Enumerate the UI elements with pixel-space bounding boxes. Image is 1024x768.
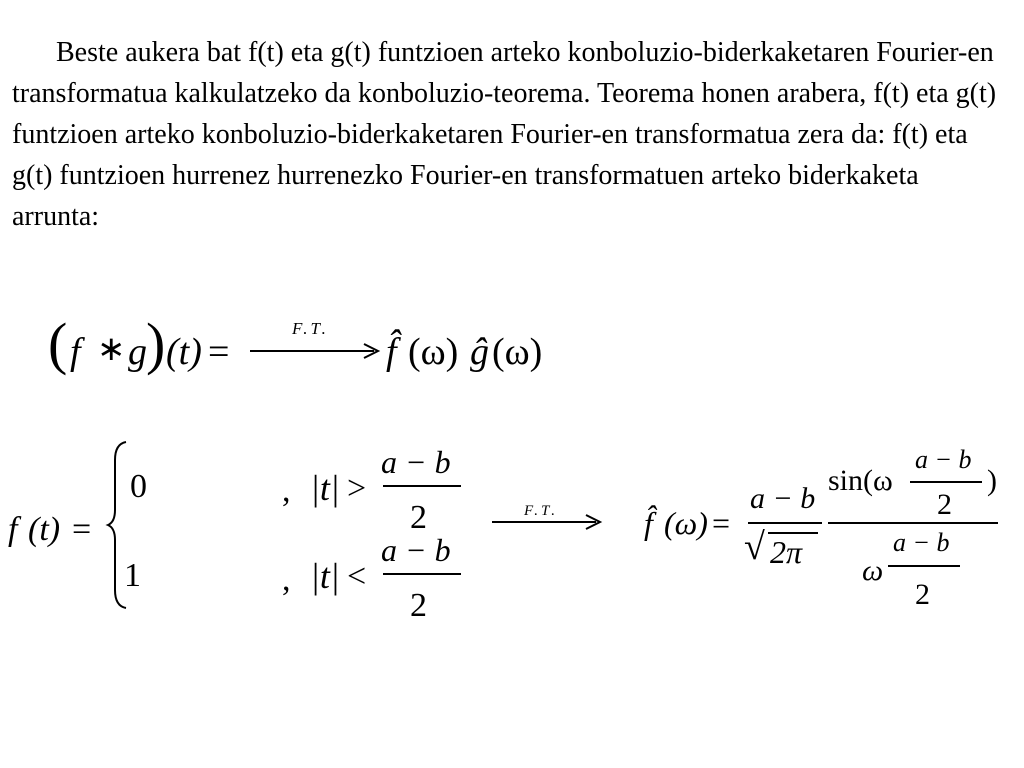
- eq2-case2-den: 2: [410, 587, 427, 624]
- eq1-arrow-icon: [250, 343, 382, 359]
- eq3-omega: ω: [862, 554, 884, 587]
- eq3-fhat: f̂: [644, 505, 653, 541]
- eq3-coef-num: a − b: [750, 482, 816, 515]
- eq3-sqrt-icon: √: [744, 526, 765, 568]
- eq1-fhat: f̂: [386, 331, 397, 373]
- eq1-arg-t: (t): [166, 331, 202, 373]
- eq2-lhs-f: f: [8, 511, 18, 548]
- intro-text: Beste aukera bat f(t) eta g(t) funtzioen arteko konboluzio-biderkaketaren Fourier-en transformatua kalkulatzeko da konboluzio-teorema. Teorema honen arabera, f(t) eta g(t) funtzioen arteko konboluzio-biderkaketaren Fourier-en transformatua zera da: f(t) eta g(t) funtzioen hurrenez hurrenezko Fourier-en transformatuen arteko biderkaketa arrunta:: [12, 37, 997, 232]
- eq2-lhs-equals: =: [72, 511, 92, 548]
- eq3-arg: (ω): [664, 505, 708, 541]
- eq2-lhs-arg: (t): [28, 511, 61, 548]
- eq2-case1-abs-t: |t|: [310, 468, 340, 508]
- eq3-bottom-inner-bar: [888, 565, 960, 567]
- eq3-sin-open: sin(ω: [828, 464, 893, 497]
- eq1-f: f: [70, 331, 81, 373]
- intro-paragraph: [12, 32, 1012, 237]
- eq3-top-inner-bar: [910, 481, 982, 483]
- eq1-right-paren: ): [146, 311, 166, 376]
- eq3-bottom-den: 2: [915, 578, 930, 611]
- eq3-arrow-label: F.T.: [524, 503, 558, 519]
- eq3-top-num: a − b: [915, 445, 972, 474]
- eq2-case2-abs-t: |t|: [310, 556, 340, 596]
- eq2-case1-gt: >: [347, 470, 367, 507]
- eq1-star: ∗: [97, 331, 126, 368]
- eq1-ghat: ĝ: [470, 331, 489, 373]
- eq2-case1-num: a − b: [381, 444, 451, 480]
- eq1-arrow-label: F.T.: [292, 319, 329, 338]
- eq2-case2-fraction-bar: [383, 573, 461, 575]
- eq1-omega2: (ω): [492, 331, 543, 373]
- eq1-g: g: [128, 331, 147, 373]
- eq2-case1-den: 2: [410, 499, 427, 536]
- eq1-left-paren: (: [48, 311, 68, 376]
- eq3-coef-bar: [748, 522, 822, 524]
- eq2-case2-value: 1: [124, 557, 141, 594]
- eq2-case1-fraction-bar: [383, 485, 461, 487]
- eq1-omega1: (ω): [408, 331, 459, 373]
- eq1-equals: =: [208, 331, 230, 373]
- eq3-bottom-num: a − b: [893, 528, 950, 557]
- eq3-equals: =: [712, 505, 731, 541]
- eq3-top-den: 2: [937, 488, 952, 521]
- eq2-case1-comma: ,: [282, 472, 291, 509]
- eq3-main-fraction-bar: [828, 522, 998, 524]
- eq3-arrow-icon: [492, 514, 604, 530]
- eq3-coef-den: 2π: [770, 534, 803, 570]
- eq2-case2-lt: <: [347, 558, 367, 595]
- eq2-case2-comma: ,: [282, 561, 291, 598]
- eq2-case1-value: 0: [130, 468, 147, 505]
- eq2-case2-num: a − b: [381, 532, 451, 568]
- eq3-sin-close: ): [987, 464, 997, 497]
